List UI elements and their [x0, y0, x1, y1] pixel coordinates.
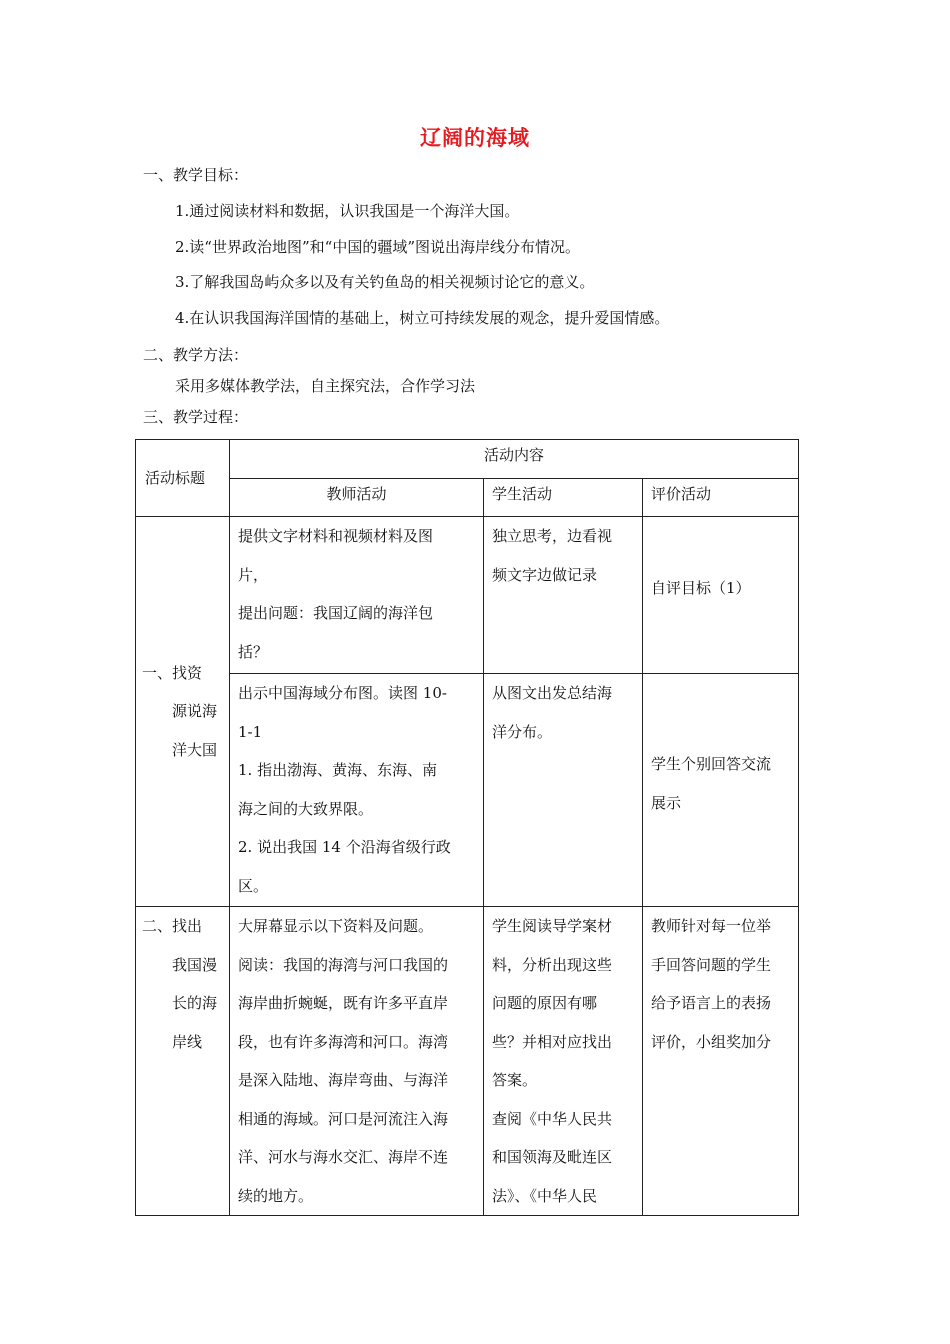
text-line: 是深入陆地、海岸弯曲、与海洋 — [238, 1071, 449, 1089]
text-line: 大屏幕显示以下资料及问题。 — [238, 917, 434, 935]
col-student-label: 学生活动 — [492, 485, 553, 503]
row2-title-line: 我国漫 — [172, 955, 218, 974]
text-line: 片， — [238, 565, 269, 584]
row1b-student-text — [484, 674, 642, 751]
row1-title — [136, 654, 229, 770]
row2-eval-text — [643, 907, 798, 1061]
text-line: 续的地方。 — [238, 1186, 314, 1205]
text-line: 海岸曲折蜿蜒，既有许多平直岸 — [238, 994, 449, 1012]
text-line: 频文字边做记录 — [492, 565, 598, 584]
header-title-cell — [136, 440, 230, 517]
process-table — [135, 439, 799, 1216]
row1a-student-cell — [484, 517, 643, 674]
objective-item-2: 2.读“世界政治地图”和“中国的疆域”图说出海岸线分布情况。 — [175, 238, 580, 256]
row1b-student-cell — [484, 674, 643, 907]
text-line: 学生个别回答交流 — [651, 755, 772, 773]
row2-title-line: 岸线 — [172, 1032, 203, 1051]
row1-title-line: 洋大国 — [172, 740, 218, 759]
text-line: 查阅《中华人民共 — [492, 1109, 613, 1128]
row1b-eval-text — [643, 674, 798, 822]
text-line: 括？ — [238, 642, 269, 661]
method-text: 采用多媒体教学法，自主探究法，合作学习法 — [175, 377, 476, 395]
row1b-teacher-text — [230, 674, 483, 905]
text-line: 料，分析出现这些 — [492, 955, 613, 974]
col-eval-label: 评价活动 — [651, 485, 712, 503]
col-teacher-label: 教师活动 — [326, 485, 387, 503]
text-line: 问题的原因有哪 — [492, 994, 598, 1012]
page-title: 辽阔的海域 — [420, 125, 530, 150]
text-line: 洋、河水与海水交汇、海岸不连 — [238, 1148, 449, 1166]
row2-title-line: 长的海 — [172, 994, 218, 1012]
row1b-eval-cell — [643, 674, 799, 907]
header-title: 活动标题 — [145, 469, 206, 487]
text-line: 从图文出发总结海 — [492, 684, 613, 702]
text-line: 手回答问题的学生 — [651, 955, 772, 974]
text-line: 法》、《中华人民 — [492, 1186, 598, 1205]
section-1-heading: 一、教学目标： — [143, 166, 249, 184]
header-content-cell — [230, 440, 799, 479]
text-line: 给予语言上的表扬 — [651, 994, 772, 1012]
row1-title-line: 一、找资 — [142, 663, 203, 682]
text-line: 些？并相对应找出 — [492, 1032, 613, 1051]
text-line: 自评目标（1） — [651, 579, 751, 597]
col-teacher-header — [230, 479, 484, 517]
row1a-eval-text — [643, 517, 798, 608]
text-line: 相通的海域。河口是河流注入海 — [238, 1109, 449, 1128]
row1b-teacher-cell — [230, 674, 484, 907]
text-line: 海之间的大致界限。 — [238, 799, 374, 818]
row2-teacher-text — [230, 907, 483, 1215]
header-content: 活动内容 — [484, 446, 545, 464]
row1-title-line: 源说海 — [172, 702, 218, 721]
text-line: 答案。 — [492, 1071, 538, 1089]
text-line: 提出问题：我国辽阔的海洋包 — [238, 604, 434, 622]
text-line: 1-1 — [238, 722, 263, 741]
col-student-header — [484, 479, 643, 517]
row2-teacher-cell — [230, 907, 484, 1216]
row1-title-cell — [136, 517, 230, 907]
text-line: 学生阅读导学案材 — [492, 917, 613, 935]
text-line: 区。 — [238, 876, 269, 895]
text-line: 教师针对每一位举 — [651, 917, 772, 935]
section-3-heading: 三、教学过程： — [143, 408, 249, 426]
text-line: 提供文字材料和视频材料及图 — [238, 527, 434, 545]
row2-eval-cell — [643, 907, 799, 1216]
row2-title-line: 二、找出 — [142, 917, 203, 935]
text-line: 2. 说出我国 14 个沿海省级行政 — [238, 838, 451, 856]
objective-item-3: 3.了解我国岛屿众多以及有关钓鱼岛的相关视频讨论它的意义。 — [175, 273, 595, 291]
text-line: 展示 — [651, 793, 682, 812]
objective-item-1: 1.通过阅读材料和数据，认识我国是一个海洋大国。 — [175, 202, 520, 220]
text-line: 出示中国海域分布图。读图 10- — [238, 684, 447, 702]
row2-title-cell — [136, 907, 230, 1216]
text-line: 阅读：我国的海湾与河口我国的 — [238, 955, 449, 974]
text-line: 1. 指出渤海、黄海、东海、南 — [238, 761, 438, 779]
row1a-teacher-text — [230, 517, 483, 671]
text-line: 评价，小组奖加分 — [651, 1032, 772, 1051]
row2-student-text — [484, 907, 642, 1215]
row2-title — [136, 907, 229, 1061]
text-line: 洋分布。 — [492, 722, 553, 741]
row2-student-cell — [484, 907, 643, 1216]
text-line: 段，也有许多海湾和河口。海湾 — [238, 1032, 449, 1051]
row1a-teacher-cell — [230, 517, 484, 674]
text-line: 独立思考，边看视 — [492, 527, 613, 545]
row1a-student-text — [484, 517, 642, 594]
objective-item-4: 4.在认识我国海洋国情的基础上，树立可持续发展的观念，提升爱国情感。 — [175, 309, 670, 327]
row1a-eval-cell — [643, 517, 799, 674]
text-line: 和国领海及毗连区 — [492, 1148, 613, 1166]
col-eval-header — [643, 479, 799, 517]
section-2-heading: 二、教学方法： — [143, 346, 249, 364]
